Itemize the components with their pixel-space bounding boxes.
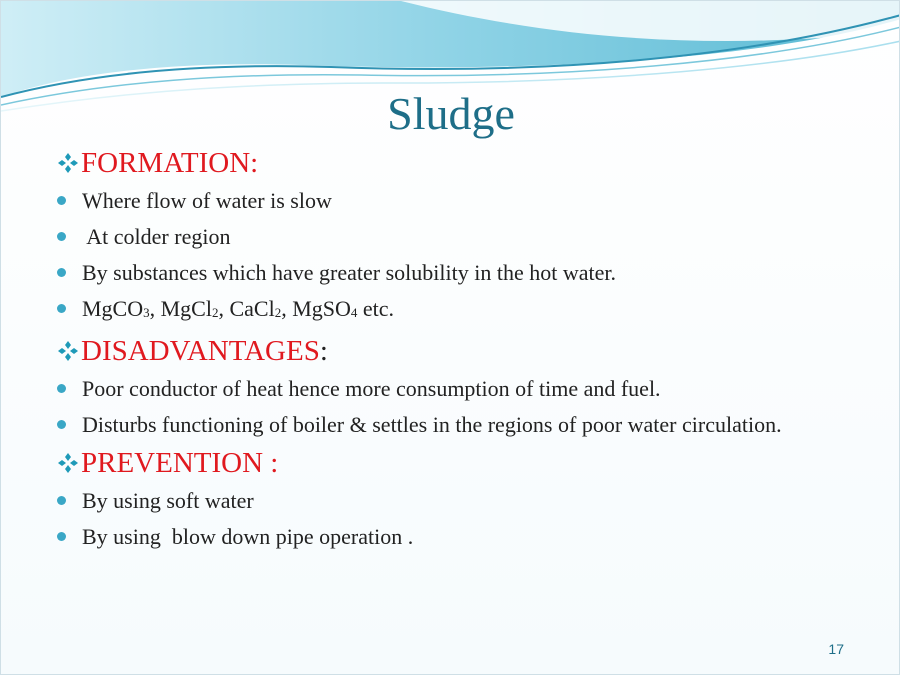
prevention-list xyxy=(57,485,817,552)
bullet-dot-icon xyxy=(57,384,66,393)
page-number: 17 xyxy=(828,641,844,657)
disadvantages-heading xyxy=(57,333,817,369)
list-item xyxy=(57,185,817,216)
list-item xyxy=(57,373,817,404)
formation-heading xyxy=(57,145,817,181)
bullet-dot-icon xyxy=(57,304,66,313)
list-item-text: By using soft water xyxy=(82,488,254,513)
list-item-compounds xyxy=(57,293,817,328)
slide-title: Sludge xyxy=(387,88,515,139)
list-item-text: By substances which have greater solubility in the hot water. xyxy=(82,260,616,285)
formation-heading-text: FORMATION: xyxy=(81,147,259,179)
compound-cacl2: , CaCl$_2$ xyxy=(218,296,282,321)
diamond-bullet-icon xyxy=(57,452,79,474)
prevention-heading xyxy=(57,445,817,481)
slide-content xyxy=(57,145,817,557)
compound-mgcl2: , MgCl$_2$ xyxy=(149,296,219,321)
bullet-dot-icon xyxy=(57,532,66,541)
bullet-dot-icon xyxy=(57,420,66,429)
diamond-bullet-icon xyxy=(57,340,79,362)
disadvantages-heading-text: DISADVANTAGES xyxy=(81,335,320,367)
formation-list xyxy=(57,185,817,328)
compounds-tail: etc. xyxy=(357,296,395,321)
bullet-dot-icon xyxy=(57,496,66,505)
prevention-heading-text: PREVENTION : xyxy=(81,447,279,479)
bullet-dot-icon xyxy=(57,232,66,241)
compound-mgco3: MgCO$_3$ xyxy=(82,296,150,321)
list-item xyxy=(57,485,817,516)
diamond-bullet-icon xyxy=(57,152,79,174)
bullet-dot-icon xyxy=(57,268,66,277)
heading-colon: : xyxy=(319,335,328,367)
list-item-text: Disturbs functioning of boiler & settles in the regions of poor water circulation. xyxy=(82,412,782,437)
compound-mgso4: , MgSO$_4$ xyxy=(281,296,358,321)
list-item-text: By using blow down pipe operation . xyxy=(82,524,414,549)
list-item-text: Poor conductor of heat hence more consumption of time and fuel. xyxy=(82,376,661,401)
bullet-dot-icon xyxy=(57,196,66,205)
list-item xyxy=(57,221,817,252)
disadvantages-list xyxy=(57,373,817,440)
list-item xyxy=(57,521,817,552)
list-item-text: At colder region xyxy=(82,224,231,249)
list-item xyxy=(57,409,817,440)
list-item xyxy=(57,257,817,288)
list-item-text: Where flow of water is slow xyxy=(82,188,332,213)
